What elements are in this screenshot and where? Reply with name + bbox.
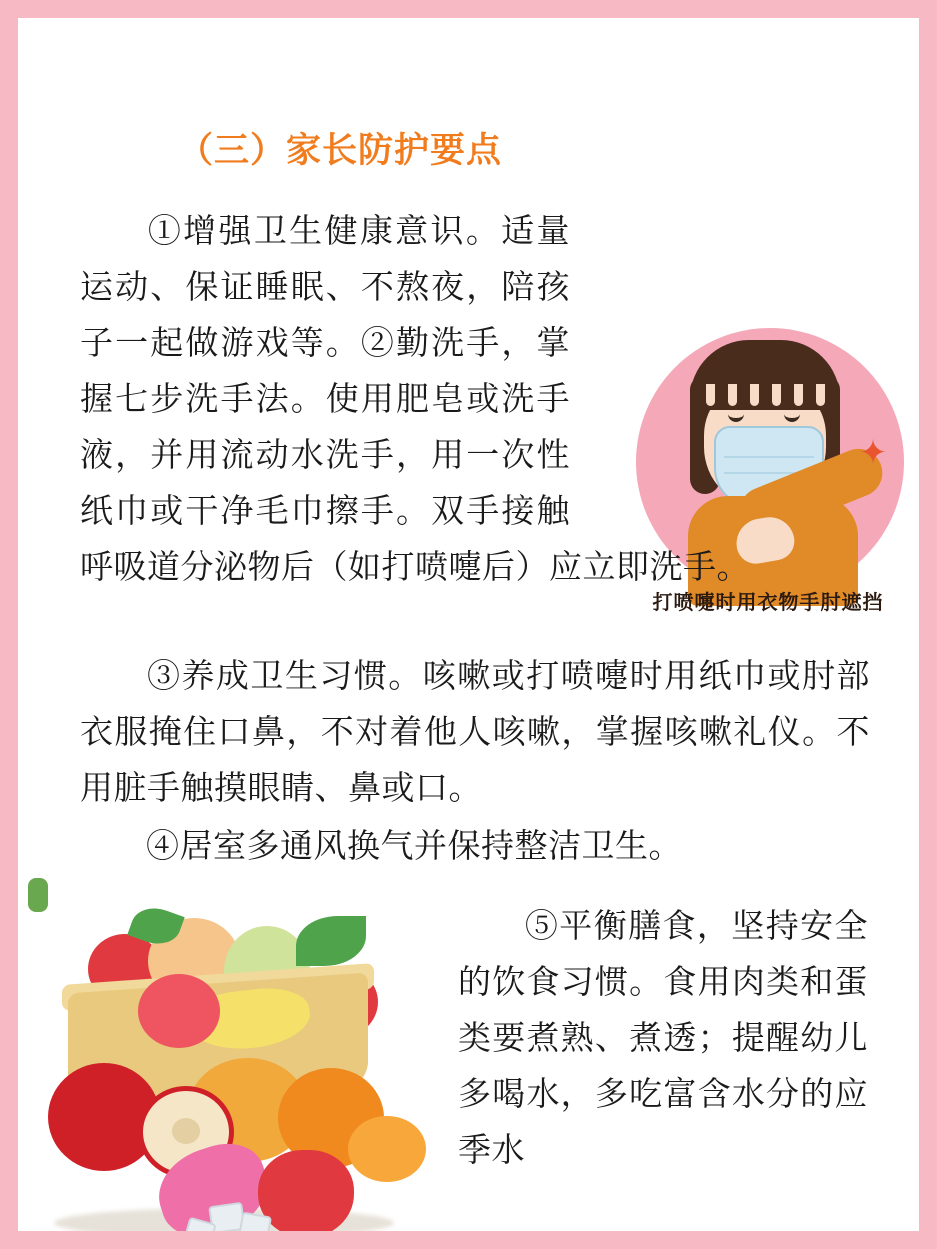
orange-segment-icon — [348, 1116, 426, 1182]
illustration-caption: 打喷嚏时用衣物手肘遮挡 — [652, 592, 884, 614]
page-title: （三）家长防护要点 — [178, 131, 503, 170]
strawberry-icon-4 — [258, 1150, 354, 1231]
apple-core — [172, 1118, 200, 1144]
leaf-icon-1 — [296, 916, 366, 966]
paragraph-item-3 — [80, 648, 870, 816]
poster-page — [18, 18, 919, 1231]
paragraph-text: ①增强卫生健康意识。适量运动、保证睡眠、不熬夜，陪孩子一起做游戏等。②勤洗手，掌握七步洗手法。使用肥皂或洗手液，并用流动水洗手，用一次性纸巾或干净毛巾擦手。双手接触呼吸道分泌物后（如打喷嚏后）应立即洗手。 — [80, 212, 750, 585]
paragraph-item-5 — [458, 898, 868, 1178]
strawberry-icon-3 — [138, 974, 220, 1048]
paragraph-item-4 — [80, 818, 870, 874]
text-wrap-spacer — [570, 203, 870, 488]
paragraph-text: ④居室多通风换气并保持整洁卫生。 — [146, 827, 682, 864]
illustration-fruit-basket — [28, 878, 448, 1228]
pumpkin-stem — [28, 878, 48, 912]
paragraph-text: ③养成卫生习惯。咳嗽或打喷嚏时用纸巾或肘部衣服掩住口鼻，不对着他人咳嗽，掌握咳嗽礼仪。不用脏手触摸眼睛、鼻或口。 — [80, 657, 870, 806]
paragraph-text: ⑤平衡膳食，坚持安全的饮食习惯。食用肉类和蛋类要煮熟、煮透；提醒幼儿多喝水，多吃富含水分的应季水 — [458, 907, 868, 1168]
sparkle-icon: ✦ — [858, 434, 888, 472]
poster-content — [18, 18, 919, 1231]
paragraph-item-1-2 — [80, 203, 870, 595]
